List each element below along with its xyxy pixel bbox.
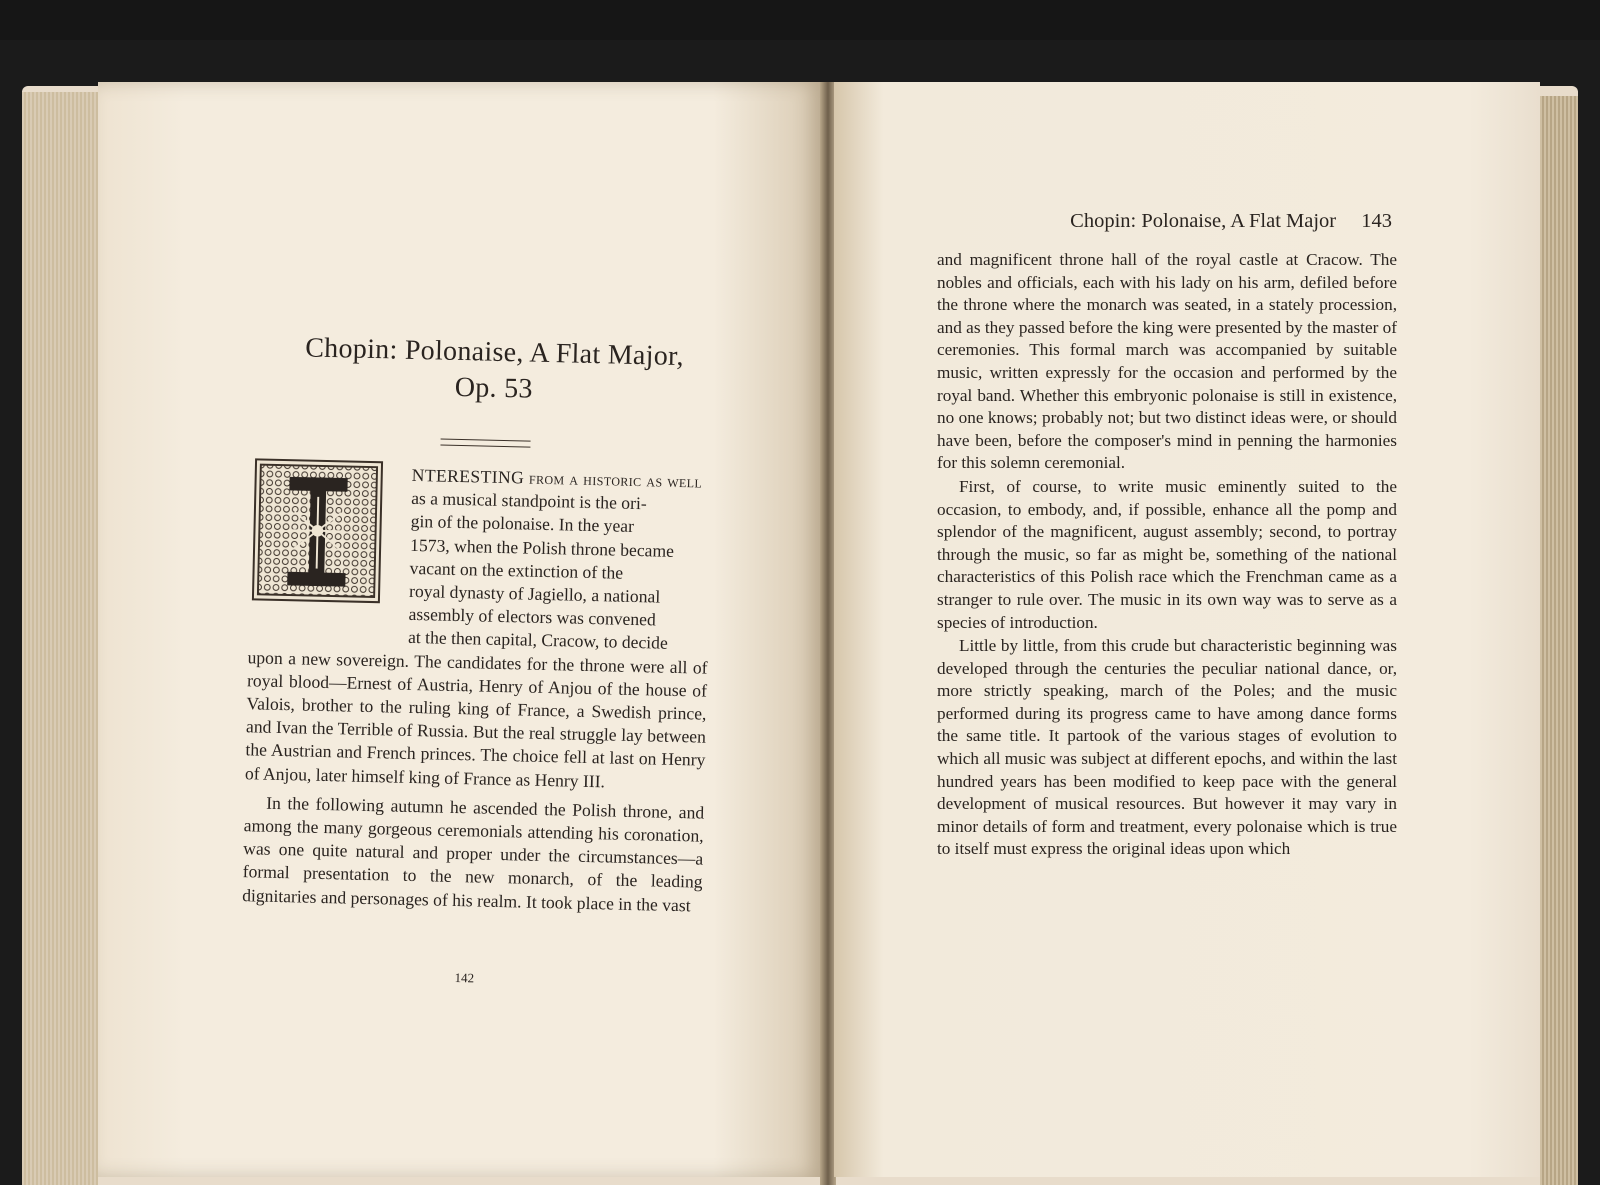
page-number-left: 142 [454, 970, 475, 986]
running-head [946, 208, 1392, 234]
text-line-1: NTERESTING from a historic as well [411, 464, 703, 492]
title-rule [440, 439, 530, 448]
page-edges-left [22, 92, 98, 1185]
text-line-7: assembly of electors was convened [408, 604, 657, 630]
right-page [834, 82, 1540, 1177]
text-line-6: royal dynasty of Jagiello, a national [408, 580, 661, 607]
chapter-title-line-2: Op. 53 [454, 371, 534, 405]
page-edges-right [1540, 96, 1578, 1185]
paragraph-2: In the following autumn he ascended the Polish throne, and among the many gorgeous ceremonials attending his coronation, was one quite natural and proper under the circumstances—a formal presentation to the new monarch, of the leading dignitaries and personages of his realm. It took place in the vast [241, 792, 705, 915]
running-head-title: Chopin: Polonaise, A Flat Major [1070, 210, 1337, 232]
left-body-text [242, 460, 712, 917]
chapter-title-line-1: Chopin: Polonaise, A Flat Major, [304, 332, 685, 373]
right-body-text [937, 249, 1397, 861]
text-line-5: vacant on the extinction of the [409, 557, 624, 583]
paragraph-first-of-course: First, of course, to write music eminently suited to the occasion, to embody, and, if possible, enhance all the pomp and splendor of the magnificent, august assembly; second, to portray through the music, so far as might be, something of the national characteristics of this Polish race which the Frenchman came as a stranger to rule over. The music in its own way was to serve as a species of introduction. [937, 476, 1397, 632]
text-line-8: at the then capital, Cracow, to decide [407, 627, 668, 654]
paragraph-continued: and magnificent throne hall of the royal castle at Cracow. The nobles and officials, each with his lady on his arm, defiled before the throne where the monarch was seated, in a stately procession, and as they passed before the king were presented by the master of ceremonies. This formal march was accompanied by suitable music, written expressly for the occasion and performed by the royal band. Whether this embryonic polonaise is still in existence, no one knows; probably not; but two distinct ideas were, or should have been, before the composer's mind in penning the harmonies for this solemn ceremonial. [937, 250, 1397, 473]
left-page-content [98, 82, 822, 1177]
text-line-2: as a musical standpoint is the ori- [411, 488, 647, 514]
paragraph-1-continued: upon a new sovereign. The candidates for the throne were all of royal blood—Ernest of Austria, Henry of Anjou of the house of Valois, brother to the ruling king of France, a Swedish prince, and Ivan the Terrible of Russia. But the real struggle lay between the Austrian and French princes. The choice fell at last on Henry of Anjou, later himself king of France as Henry III. [244, 646, 708, 792]
paragraph-little-by-little: Little by little, from this crude but characteristic beginning was developed through the centuries the peculiar national dance, or, more strictly speaking, march of the Poles; and the music performed during its progress came to have among dance forms the same title. It partook of the various stages of evolution to which all music was subject at different epochs, and within the last hundred years has been modified to keep pace with the general development of musical resources. But however it may vary in minor details of form and treatment, every polonaise which is true to itself must express the original ideas upon which [937, 636, 1397, 859]
left-page [98, 82, 822, 1177]
chapter-title [253, 329, 735, 412]
background-top [0, 0, 1600, 40]
paragraph-1 [245, 460, 712, 795]
text-line-3: gin of the polonaise. In the year [410, 511, 635, 537]
text-line-4: 1573, when the Polish throne became [409, 534, 675, 561]
page-number-right: 143 [1361, 210, 1392, 232]
